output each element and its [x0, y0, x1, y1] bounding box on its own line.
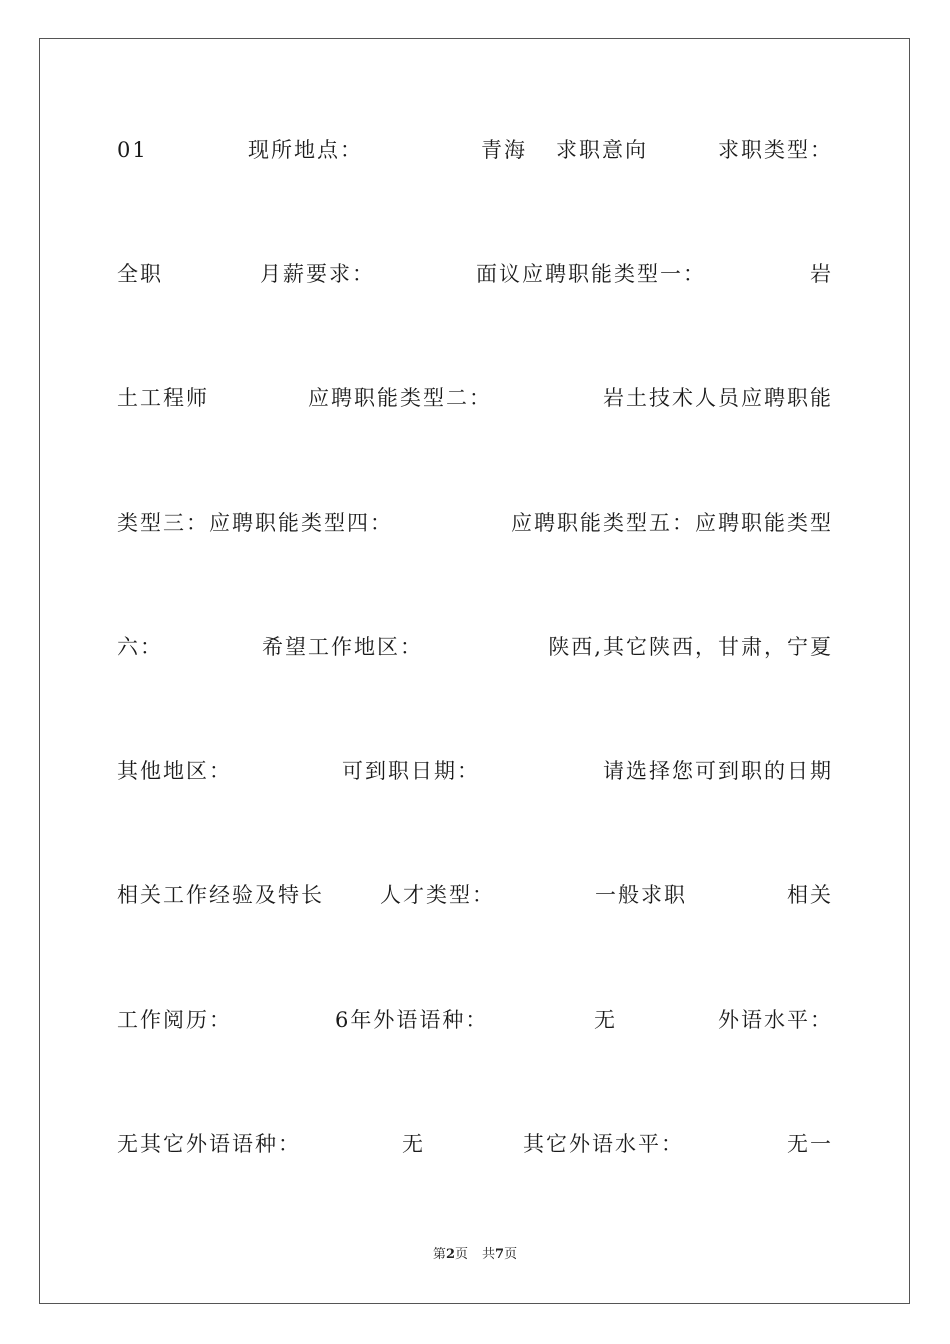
text-line-1 — [117, 135, 833, 165]
text-segment: 土工程师 — [117, 386, 209, 410]
text-segment: 应聘职能类型五：应聘职能类型 — [511, 511, 833, 535]
text-segment: 相关 — [787, 883, 833, 907]
text-line-6 — [117, 756, 833, 786]
text-segment: 现所地点： — [248, 138, 363, 162]
text-line-7 — [117, 880, 833, 910]
text-segment: 6年外语语种： — [335, 1008, 489, 1032]
text-segment: 月薪要求： — [260, 262, 375, 286]
text-line-4 — [117, 508, 833, 538]
text-segment: 工作阅历： — [117, 1008, 232, 1032]
text-segment: 岩 — [810, 262, 833, 286]
total-prefix: 共 — [482, 1247, 496, 1262]
text-line-8 — [117, 1005, 833, 1035]
text-line-5 — [117, 632, 833, 662]
text-segment: 求职意向 — [556, 138, 648, 162]
page-footer — [0, 1246, 950, 1264]
text-segment: 其它外语水平： — [523, 1132, 684, 1156]
text-segment: 无其它外语语种： — [117, 1132, 301, 1156]
text-segment: 外语水平： — [718, 1008, 833, 1032]
text-segment: 其他地区： — [117, 759, 232, 783]
total-page-number: 7 — [495, 1247, 505, 1262]
page-prefix: 第 — [432, 1247, 446, 1262]
text-line-3 — [117, 383, 833, 413]
text-segment: 01 — [117, 138, 148, 162]
text-segment: 相关工作经验及特长 — [117, 883, 324, 907]
text-segment: 无一 — [787, 1132, 833, 1156]
text-segment: 可到职日期： — [342, 759, 480, 783]
text-line-2 — [117, 259, 833, 289]
page-border — [39, 38, 910, 1304]
text-segment: 应聘职能类型二： — [308, 386, 492, 410]
text-segment: 无 — [594, 1008, 617, 1032]
text-segment: 一般求职 — [595, 883, 687, 907]
text-segment: 青海 — [481, 138, 527, 162]
text-segment: 求职类型： — [718, 138, 833, 162]
text-segment: 类型三：应聘职能类型四： — [117, 511, 393, 535]
text-segment: 陕西,其它陕西，甘肃，宁夏 — [548, 635, 833, 659]
text-segment: 岩土技术人员应聘职能 — [603, 386, 833, 410]
page-unit: 页 — [454, 1247, 468, 1262]
text-line-9 — [117, 1129, 833, 1159]
total-unit: 页 — [504, 1247, 518, 1262]
text-segment: 无 — [402, 1132, 425, 1156]
current-page-number: 2 — [445, 1247, 455, 1262]
text-segment: 人才类型： — [380, 883, 495, 907]
text-segment: 面议应聘职能类型一： — [476, 262, 706, 286]
text-segment: 六： — [117, 635, 163, 659]
text-segment: 请选择您可到职的日期 — [603, 759, 833, 783]
text-segment: 全职 — [117, 262, 163, 286]
text-segment: 希望工作地区： — [262, 635, 423, 659]
